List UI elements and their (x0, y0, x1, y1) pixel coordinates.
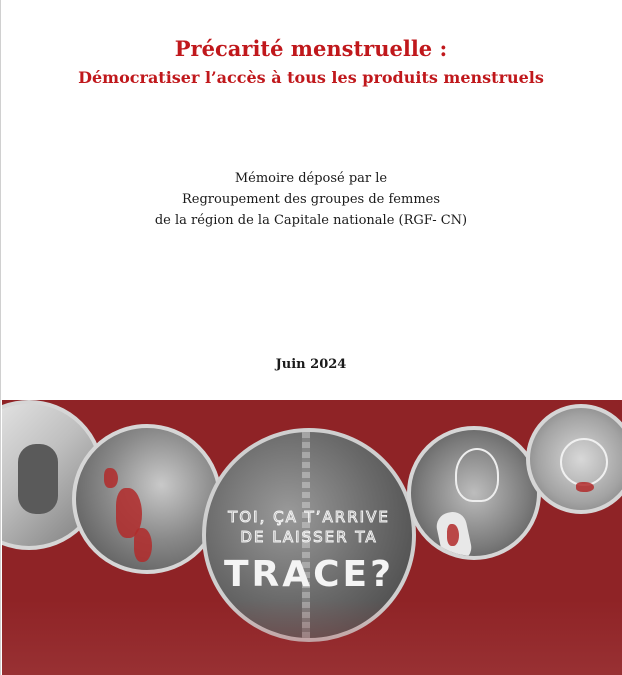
cover-banner (2, 400, 622, 675)
banner-fade (2, 600, 622, 675)
submission-line: Regroupement des groupes de femmes (181, 192, 441, 207)
slogan-line-2: DE LAISSER TA (240, 528, 378, 546)
photo-circle-stained-jeans (72, 424, 222, 574)
page-edge (0, 0, 1, 675)
submission-block (0, 168, 622, 231)
submission-line: Mémoire déposé par le (234, 171, 388, 186)
slogan-line-1: TOI, ÇA T’ARRIVE (228, 508, 390, 526)
document-subtitle: Démocratiser l’accès à tous les produits menstruels (78, 68, 544, 87)
photo-circle-pad-drawing (407, 426, 541, 560)
document-title: Précarité menstruelle : (174, 36, 448, 61)
slogan-line-3: TRACE? (223, 554, 395, 595)
document-date: Juin 2024 (275, 357, 347, 372)
submission-line: de la région de la Capitale nationale (RGF- CN) (154, 213, 468, 228)
